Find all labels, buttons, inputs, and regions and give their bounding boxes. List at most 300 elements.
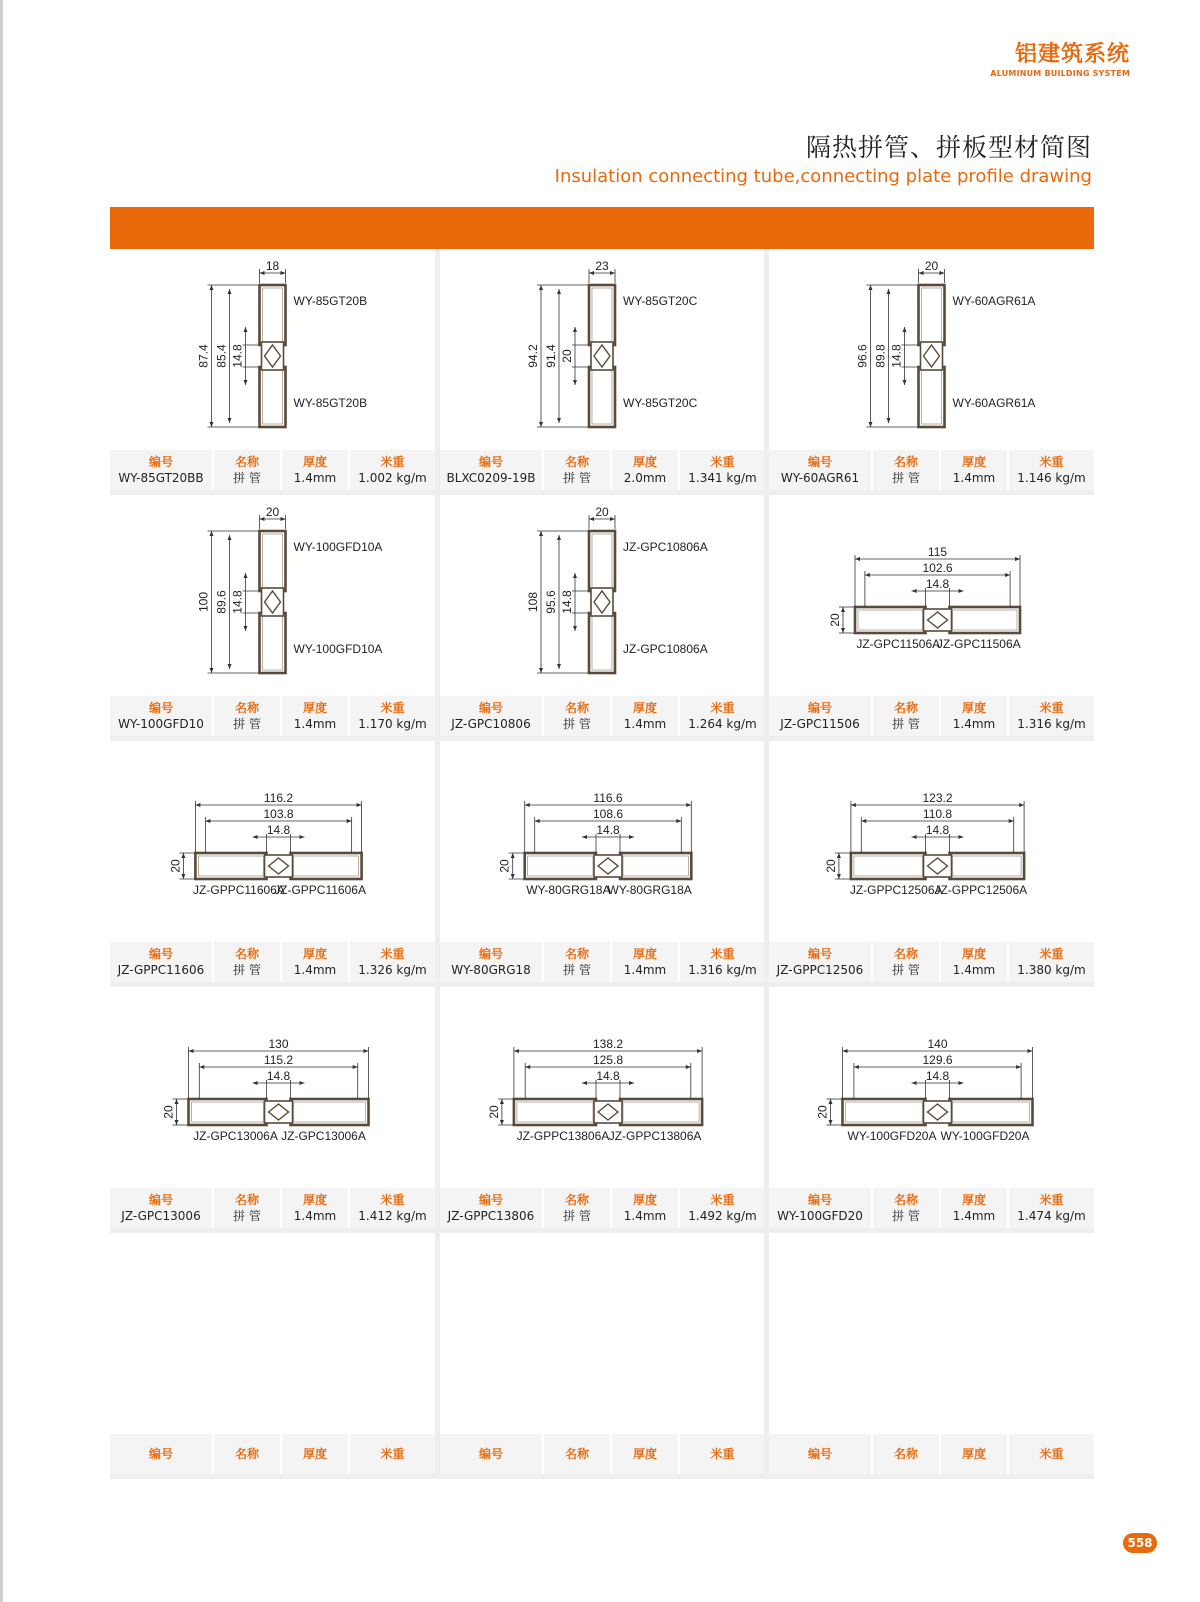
dimension-strip-height: 14.8 (230, 590, 245, 614)
profile-section (950, 607, 1021, 633)
profile-card (440, 495, 764, 741)
spec-column-name (544, 1188, 612, 1228)
spec-column-weight (350, 1434, 435, 1474)
spec-column-thickness (612, 1434, 680, 1474)
profile-drawing (769, 495, 1094, 696)
profile-drawing (110, 987, 435, 1188)
arrow-head (557, 289, 561, 294)
arrow-head (582, 835, 587, 839)
spec-label-thickness: 厚度 (302, 1447, 327, 1461)
dimension-inner-height: 91.4 (544, 344, 558, 368)
dimension-height: 20 (161, 1105, 176, 1119)
spec-label-weight: 米重 (710, 1193, 735, 1207)
profile-card (769, 1233, 1094, 1479)
profile-section (589, 367, 615, 427)
arrow-head (629, 1081, 634, 1085)
spec-label-thickness: 厚度 (302, 455, 327, 469)
spec-label-thickness: 厚度 (632, 455, 657, 469)
profile-thickness: 1.4mm (623, 963, 667, 977)
part-code-right: JZ-GPC13006A (281, 1129, 366, 1143)
profile-thickness: 1.4mm (623, 1209, 667, 1223)
profile-code: WY-60AGR61 (780, 471, 860, 485)
spec-label-code: 编号 (807, 1193, 832, 1207)
part-code-top: JZ-GPC10806A (623, 540, 708, 554)
profile-drawing (110, 1233, 435, 1434)
profile-spec-table (110, 1434, 435, 1474)
spec-label-name: 名称 (893, 455, 918, 469)
profile-section (260, 285, 286, 345)
brand-name: 铝建筑系统 (1014, 42, 1130, 67)
profile-drawing-svg (110, 741, 435, 942)
profile-section (843, 1099, 926, 1125)
dimension-overall-height: 94.2 (526, 344, 540, 368)
profile-card (440, 741, 764, 987)
spec-column-code (110, 1434, 214, 1474)
dimension-height: 20 (828, 613, 842, 627)
spec-column-code (440, 696, 544, 736)
spec-label-weight: 米重 (710, 455, 735, 469)
spec-label-thickness: 厚度 (632, 1447, 657, 1461)
profile-card (110, 495, 435, 741)
profile-card (110, 1233, 435, 1479)
spec-label-thickness: 厚度 (632, 947, 657, 961)
profile-section (291, 853, 362, 879)
arrow-head (539, 531, 543, 536)
insulation-strip (591, 342, 613, 370)
profile-section (855, 607, 926, 633)
arrow-head (869, 285, 873, 290)
spec-column-thickness (941, 1434, 1009, 1474)
profile-thickness: 1.4mm (293, 1209, 337, 1223)
profile-inner-wall (953, 610, 1018, 630)
profile-card (769, 249, 1094, 495)
profile-section (195, 853, 266, 879)
arrow-head (841, 628, 845, 633)
profile-thickness: 2.0mm (623, 471, 667, 485)
dimension-overall-width: 130 (268, 1037, 289, 1051)
profile-weight: 1.170 kg/m (358, 717, 427, 731)
part-code-bottom: WY-100GFD10A (293, 642, 383, 656)
arrow-head (697, 1049, 702, 1053)
dimension-overall-width: 140 (927, 1037, 948, 1051)
part-code-top: WY-60AGR61A (952, 294, 1036, 308)
profile-spec-table (440, 696, 764, 736)
profile-spec-table (769, 450, 1094, 490)
arrow-head (181, 874, 185, 879)
arrow-head (175, 1099, 179, 1104)
spec-column-code (110, 942, 214, 982)
spec-column-name (873, 942, 941, 982)
arrow-head (903, 380, 907, 385)
profile-name: 拼 管 (563, 963, 591, 977)
spec-label-code: 编号 (478, 1447, 503, 1461)
profile-inner-wall (263, 370, 283, 424)
part-code-right: JZ-GPPC12506A (934, 883, 1028, 897)
dimension-overall-width: 116.6 (593, 791, 623, 805)
spec-label-weight: 米重 (1039, 947, 1064, 961)
profile-card (769, 741, 1094, 987)
dimension-strip-width: 14.8 (925, 1069, 950, 1083)
profile-code: JZ-GPC10806 (451, 717, 531, 731)
arrow-head (887, 418, 891, 423)
dimension-overall-width: 138.2 (592, 1037, 624, 1051)
profile-name: 拼 管 (892, 1209, 920, 1223)
profile-code: WY-100GFD10 (118, 717, 204, 731)
dimension-width: 18 (265, 259, 280, 273)
spec-column-weight (680, 942, 765, 982)
profile-weight: 1.316 kg/m (1017, 717, 1086, 731)
spec-column-code (110, 1188, 214, 1228)
spec-column-weight (1009, 450, 1094, 490)
arrow-head (919, 271, 924, 275)
spec-label-thickness: 厚度 (302, 701, 327, 715)
profile-inner-wall (623, 856, 688, 876)
part-code-left: JZ-GPC11506A (856, 637, 941, 651)
profile-thickness: 1.4mm (952, 471, 996, 485)
spec-label-code: 编号 (478, 1193, 503, 1207)
arrow-head (260, 517, 265, 521)
profile-inner-wall (592, 288, 612, 342)
spec-label-name: 名称 (893, 947, 918, 961)
arrow-head (539, 422, 543, 427)
profile-section (620, 1099, 702, 1125)
spec-label-code: 编号 (148, 455, 173, 469)
profile-drawing (110, 741, 435, 942)
profile-weight: 1.412 kg/m (358, 1209, 427, 1223)
profile-inner-wall (517, 1102, 593, 1122)
dimension-width: 20 (595, 505, 609, 519)
profile-inner-wall (592, 534, 612, 588)
arrow-head (175, 1120, 179, 1125)
arrow-head (676, 819, 681, 823)
spec-label-name: 名称 (234, 701, 259, 715)
spec-label-code: 编号 (148, 701, 173, 715)
profile-drawing (440, 741, 764, 942)
profile-spec-table (769, 1188, 1094, 1228)
dimension-inner-width: 102.6 (922, 561, 953, 575)
spec-label-name: 名称 (893, 1193, 918, 1207)
profile-weight: 1.474 kg/m (1017, 1209, 1086, 1223)
arrow-head (1005, 573, 1010, 577)
spec-column-weight (680, 696, 765, 736)
arrow-head (887, 289, 891, 294)
profile-thickness: 1.4mm (952, 717, 996, 731)
profile-drawing-svg (110, 495, 435, 696)
dimension-inner-width: 110.8 (922, 807, 953, 821)
part-code-bottom: WY-60AGR61A (952, 396, 1036, 410)
profile-inner-wall (263, 288, 283, 342)
dimension-strip-height: 14.8 (889, 344, 904, 368)
spec-label-weight: 米重 (1039, 1447, 1064, 1461)
profile-section (919, 367, 945, 427)
arrow-head (1016, 1065, 1021, 1069)
profile-drawing (110, 495, 435, 696)
profile-drawing-svg (440, 249, 764, 450)
profile-drawing-svg (769, 249, 1094, 450)
spec-label-thickness: 厚度 (632, 701, 657, 715)
spec-label-thickness: 厚度 (961, 701, 986, 715)
profile-card (769, 495, 1094, 741)
dimension-inner-height: 89.6 (214, 590, 229, 614)
profile-inner-wall (592, 616, 612, 670)
profile-thickness: 1.4mm (623, 717, 667, 731)
dimension-inner-height: 89.8 (873, 344, 888, 368)
spec-column-weight (1009, 942, 1094, 982)
profile-weight: 1.146 kg/m (1017, 471, 1086, 485)
arrow-head (210, 285, 214, 290)
arrow-head (244, 380, 248, 385)
spec-column-name (214, 450, 282, 490)
spec-label-thickness: 厚度 (302, 947, 327, 961)
insulation-strip (924, 1101, 952, 1123)
profile-spec-table (110, 1188, 435, 1228)
profile-spec-table (440, 1434, 764, 1474)
arrow-head (1015, 557, 1020, 561)
arrow-head (1019, 803, 1024, 807)
profile-spec-table (769, 942, 1094, 982)
arrow-head (1009, 819, 1014, 823)
spec-column-thickness (941, 696, 1009, 736)
dimension-inner-width: 103.8 (263, 807, 294, 821)
arrow-head (535, 819, 540, 823)
arrow-head (353, 1065, 358, 1069)
spec-label-name: 名称 (893, 701, 918, 715)
profile-name: 拼 管 (892, 963, 920, 977)
arrow-head (869, 422, 873, 427)
spec-label-weight: 米重 (380, 947, 405, 961)
arrow-head (841, 607, 845, 612)
spec-column-code (110, 450, 214, 490)
spec-column-name (873, 1434, 941, 1474)
profile-inner-wall (922, 370, 942, 424)
profile-grid (110, 249, 1094, 1479)
arrow-head (959, 1081, 964, 1085)
dimension-height: 20 (486, 1105, 501, 1119)
arrow-head (364, 1049, 369, 1053)
spec-label-thickness: 厚度 (961, 1193, 986, 1207)
dimension-strip-width: 14.8 (596, 823, 620, 837)
arrow-head (557, 664, 561, 669)
spec-column-code (440, 1434, 544, 1474)
spec-column-thickness (612, 1188, 680, 1228)
spec-label-name: 名称 (234, 1447, 259, 1461)
arrow-head (244, 573, 248, 578)
arrow-head (610, 271, 615, 275)
insulation-strip (265, 855, 293, 877)
arrow-head (357, 803, 362, 807)
spec-label-name: 名称 (564, 1193, 589, 1207)
profile-section (189, 1099, 267, 1125)
spec-column-thickness (941, 450, 1009, 490)
dimension-strip-width: 14.8 (596, 1069, 620, 1083)
page-title-chinese: 隔热拼管、拼板型材简图 (805, 133, 1092, 162)
profile-drawing-svg (440, 741, 764, 942)
dimension-strip-width: 14.8 (266, 1069, 291, 1083)
arrow-head (511, 874, 515, 879)
spec-column-name (214, 1188, 282, 1228)
profile-weight: 1.380 kg/m (1017, 963, 1086, 977)
spec-label-name: 名称 (564, 1447, 589, 1461)
spec-label-name: 名称 (234, 1193, 259, 1207)
profile-drawing-svg (769, 741, 1094, 942)
arrow-head (525, 803, 530, 807)
part-code-right: WY-100GFD20A (940, 1129, 1030, 1143)
profile-inner-wall (192, 1102, 264, 1122)
profile-spec-table (769, 1434, 1094, 1474)
spec-column-code (769, 942, 873, 982)
spec-column-name (544, 1434, 612, 1474)
spec-label-name: 名称 (234, 455, 259, 469)
profile-card (440, 1233, 764, 1479)
profile-weight: 1.002 kg/m (358, 471, 427, 485)
dimension-overall-width: 123.2 (922, 791, 953, 805)
arrow-head (865, 573, 870, 577)
spec-label-name: 名称 (234, 947, 259, 961)
spec-label-weight: 米重 (1039, 701, 1064, 715)
insulation-strip (594, 1101, 622, 1123)
spec-column-weight (350, 942, 435, 982)
arrow-head (511, 853, 515, 858)
arrow-head (253, 835, 258, 839)
arrow-head (851, 803, 856, 807)
profile-name: 拼 管 (233, 963, 261, 977)
arrow-head (829, 1120, 833, 1125)
part-code-bottom: WY-85GT20C (623, 396, 698, 410)
spec-column-thickness (282, 1188, 350, 1228)
profile-drawing (440, 495, 764, 696)
page-number-badge: 558 (1123, 1533, 1157, 1553)
profile-section (950, 853, 1025, 879)
arrow-head (912, 589, 917, 593)
arrow-head (244, 327, 248, 332)
profile-section (260, 531, 286, 591)
profile-section (260, 613, 286, 673)
dimension-height: 20 (815, 1105, 830, 1119)
profile-inner-wall (263, 534, 283, 588)
arrow-head (855, 557, 860, 561)
part-code-right: JZ-GPC11506A (936, 637, 1021, 651)
arrow-head (861, 819, 866, 823)
spec-column-thickness (612, 450, 680, 490)
profile-spec-table (440, 1188, 764, 1228)
profile-code: WY-80GRG18 (451, 963, 531, 977)
profile-drawing (440, 987, 764, 1188)
spec-column-name (544, 450, 612, 490)
spec-column-thickness (612, 696, 680, 736)
profile-drawing (769, 987, 1094, 1188)
arrow-head (210, 531, 214, 536)
spec-column-weight (350, 696, 435, 736)
spec-column-thickness (941, 1188, 1009, 1228)
spec-label-code: 编号 (478, 701, 503, 715)
insulation-strip (262, 342, 284, 370)
part-code-left: WY-100GFD20A (847, 1129, 937, 1143)
arrow-head (228, 664, 232, 669)
arrow-head (210, 422, 214, 427)
spec-column-name (544, 696, 612, 736)
profile-thickness: 1.4mm (952, 1209, 996, 1223)
spec-label-thickness: 厚度 (961, 1447, 986, 1461)
spec-label-code: 编号 (807, 947, 832, 961)
arrow-head (500, 1120, 504, 1125)
arrow-head (837, 853, 841, 858)
profile-section (514, 1099, 596, 1125)
profile-inner-wall (953, 856, 1022, 876)
spec-column-thickness (282, 696, 350, 736)
profile-drawing-svg (769, 495, 1094, 696)
dimension-strip-height: 14.8 (560, 590, 574, 614)
profile-drawing-svg (769, 1233, 1094, 1434)
spec-column-code (440, 942, 544, 982)
brand-logo (990, 42, 1130, 78)
profile-name: 拼 管 (892, 717, 920, 731)
arrow-head (854, 1065, 859, 1069)
profile-drawing-svg (110, 987, 435, 1188)
arrow-head (837, 874, 841, 879)
profile-code: WY-85GT20BB (118, 471, 204, 485)
arrow-head (500, 1099, 504, 1104)
arrow-head (181, 853, 185, 858)
profile-name: 拼 管 (563, 1209, 591, 1223)
arrow-head (557, 418, 561, 423)
spec-column-weight (680, 450, 765, 490)
spec-column-thickness (941, 942, 1009, 982)
profile-card (110, 741, 435, 987)
arrow-head (940, 271, 945, 275)
insulation-strip (262, 588, 284, 616)
part-code-top: WY-85GT20B (293, 294, 368, 308)
spec-label-weight: 米重 (380, 455, 405, 469)
profile-name: 拼 管 (563, 717, 591, 731)
insulation-strip (594, 855, 622, 877)
dimension-inner-width: 129.6 (922, 1053, 953, 1067)
insulation-strip (921, 342, 943, 370)
page-title-english: Insulation connecting tube,connecting plate profile drawing (554, 166, 1092, 187)
spec-label-name: 名称 (564, 701, 589, 715)
part-code-top: WY-100GFD10A (293, 540, 383, 554)
dimension-overall-height: 96.6 (855, 344, 870, 368)
profile-inner-wall (858, 610, 923, 630)
part-code-right: WY-80GRG18A (607, 883, 692, 897)
profile-thickness: 1.4mm (293, 717, 337, 731)
insulation-strip (591, 588, 613, 616)
spec-column-code (769, 1188, 873, 1228)
profile-inner-wall (294, 856, 359, 876)
arrow-head (539, 668, 543, 673)
profile-code: JZ-GPC13006 (121, 1209, 201, 1223)
spec-column-thickness (282, 1434, 350, 1474)
insulation-strip (265, 1101, 293, 1123)
dimension-overall-height: 100 (196, 591, 211, 613)
profile-drawing-svg (440, 987, 764, 1188)
profile-section (291, 1099, 369, 1125)
profile-inner-wall (623, 1102, 699, 1122)
profile-inner-wall (263, 616, 283, 670)
arrow-head (281, 517, 286, 521)
dimension-overall-width: 115 (927, 545, 948, 559)
part-code-right: JZ-GPPC13806A (608, 1129, 702, 1143)
arrow-head (228, 535, 232, 540)
dimension-overall-height: 87.4 (196, 344, 211, 368)
profile-code: JZ-GPPC13806 (447, 1209, 535, 1223)
arrow-head (843, 1049, 848, 1053)
spec-label-name: 名称 (564, 947, 589, 961)
spec-column-thickness (282, 942, 350, 982)
spec-label-code: 编号 (148, 1447, 173, 1461)
arrow-head (189, 1049, 194, 1053)
profile-section (525, 853, 596, 879)
arrow-head (610, 517, 615, 521)
